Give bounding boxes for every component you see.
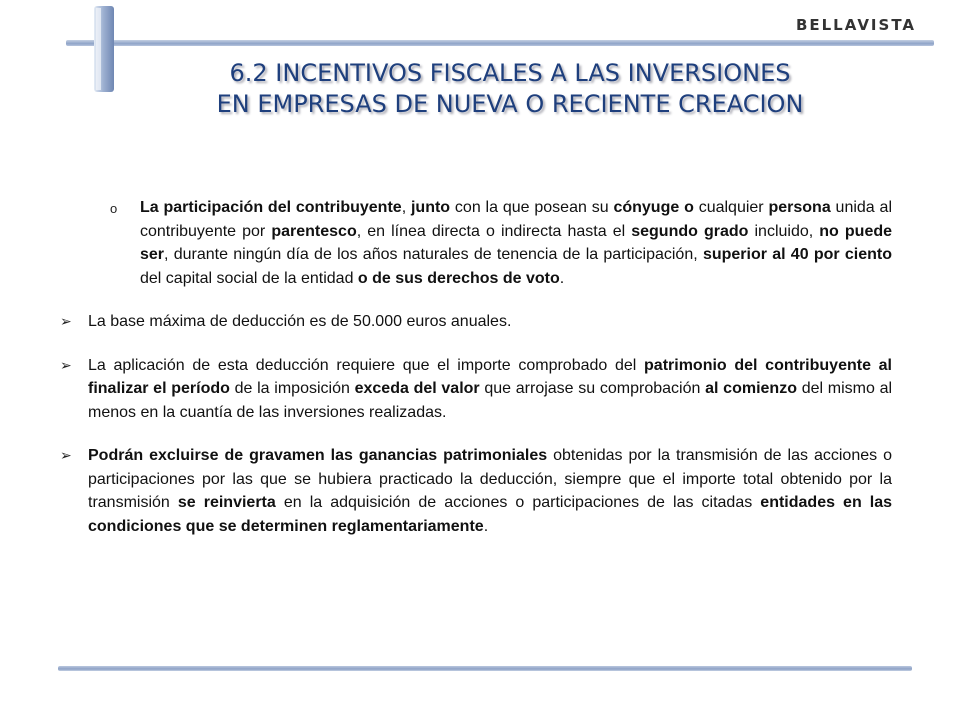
text-segment: cualquier: [693, 199, 769, 216]
bold-text-segment: exceda del valor: [354, 380, 480, 397]
text-segment: obtenidas por la transmisión de las acciones o participaciones por las que se hubiera practicado la deducción, siempre que el importe total obtenido por la transmisión: [88, 447, 892, 511]
bullet-text: [88, 313, 511, 330]
arrow-bullet-item: [60, 310, 892, 334]
text-segment: , durante ningún día de los años naturales de tenencia de la participación,: [164, 246, 703, 263]
text-segment: , en línea directa o indirecta hasta el: [356, 222, 632, 240]
slide-title-line-2: EN EMPRESAS DE NUEVA O RECIENTE CREACION: [216, 90, 804, 118]
bullet-text: [88, 447, 892, 535]
slide-title-line-1: 6.2 INCENTIVOS FISCALES A LAS INVERSIONES: [229, 59, 791, 87]
arrow-bullet-item: [60, 444, 892, 538]
bold-text-segment: persona: [768, 199, 831, 216]
bold-text-segment: junto: [410, 199, 451, 216]
text-segment: .: [483, 517, 489, 535]
bold-text-segment: parentesco: [271, 222, 357, 240]
text-segment: ,: [401, 199, 411, 216]
bold-text-segment: patrimonio del contribuyente al finalizar el período: [88, 356, 892, 397]
sub-bullet-text: [140, 199, 892, 287]
bold-text-segment: al comienzo: [705, 380, 797, 397]
arrow-bullet-icon: ➢: [60, 313, 72, 329]
bold-text-segment: cónyuge o: [613, 199, 694, 216]
arrow-bullet-item: [60, 354, 892, 425]
arrow-bullet-icon: ➢: [60, 447, 72, 463]
brand-logo-text: BELLAVISTA: [795, 16, 916, 34]
bold-text-segment: entidades en las condiciones que se determinen reglamentariamente: [88, 494, 893, 535]
bold-text-segment: se reinvierta: [177, 494, 276, 511]
text-segment: en la adquisición de acciones o participaciones de las citadas: [275, 494, 761, 511]
text-segment: La base máxima de deducción es de 50.000 euros anuales.: [88, 313, 512, 330]
bold-text-segment: Podrán excluirse de gravamen las ganancias patrimoniales: [88, 447, 548, 464]
bold-text-segment: no puede ser: [140, 222, 893, 263]
text-segment: con la que posean su: [450, 199, 614, 216]
arrow-bullet-icon: ➢: [60, 356, 72, 373]
bullet-text: [88, 357, 892, 421]
text-segment: del capital social de la entidad: [140, 269, 358, 287]
slide-title: [100, 58, 920, 120]
footer-rule: [58, 666, 912, 671]
text-segment: del mismo al menos en la cuantía de las inversiones realizadas.: [88, 380, 893, 421]
text-segment: unida al contribuyente por: [140, 199, 892, 240]
bold-text-segment: o de sus derechos de voto: [357, 269, 560, 287]
text-segment: La aplicación de esta deducción requiere que el importe comprobado del: [88, 356, 645, 374]
slide-body: [60, 196, 892, 558]
circle-bullet-icon: o: [110, 201, 118, 216]
bold-text-segment: superior al 40 por ciento: [702, 246, 893, 263]
bold-text-segment: segundo grado: [631, 222, 749, 240]
text-segment: que arrojase su comprobación: [479, 380, 706, 397]
bold-text-segment: La participación del contribuyente: [140, 199, 402, 216]
text-segment: .: [559, 269, 565, 287]
text-segment: de la imposición: [229, 380, 355, 397]
sub-bullet-item: [60, 196, 892, 290]
text-segment: incluido,: [748, 222, 820, 240]
header-rule: [66, 40, 934, 46]
